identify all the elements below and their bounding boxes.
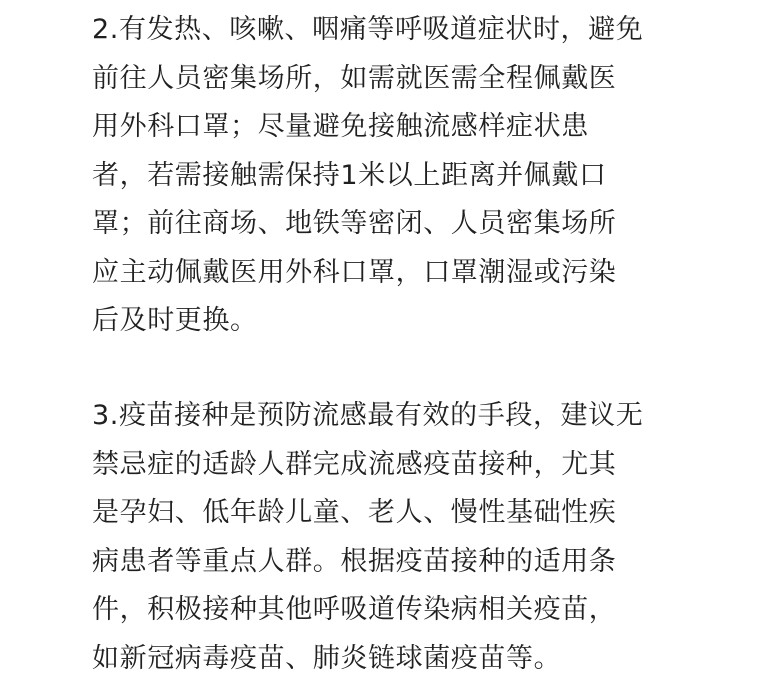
- text-line: 是孕妇、低年龄儿童、老人、慢性基础性疾: [92, 497, 617, 528]
- paragraph-vaccination-advice: [92, 392, 712, 683]
- text-line: 禁忌症的适龄人群完成流感疫苗接种，尤其: [92, 448, 617, 480]
- text-line: 前往人员密集场所，如需就医需全程佩戴医: [92, 62, 617, 94]
- text-line: 后及时更换。: [92, 305, 258, 336]
- text-line: 件，积极接种其他呼吸道传染病相关疫苗，: [92, 594, 617, 625]
- text-line: 用外科口罩；尽量避免接触流感样症状患: [92, 111, 589, 142]
- text-line: 2.有发热、咳嗽、咽痛等呼吸道症状时，避免: [92, 14, 644, 45]
- text-line: 应主动佩戴医用外科口罩，口罩潮湿或污染: [92, 256, 617, 288]
- text-line: 者，若需接触需保持1米以上距离并佩戴口: [92, 159, 607, 191]
- paragraph-respiratory-symptoms-advice: [92, 6, 712, 346]
- text-line: 如新冠病毒疫苗、肺炎链球菌疫苗等。: [92, 642, 562, 674]
- text-line: 罩；前往商场、地铁等密闭、人员密集场所: [92, 208, 617, 239]
- text-line: 病患者等重点人群。根据疫苗接种的适用条: [92, 545, 617, 577]
- text-line: 3.疫苗接种是预防流感最有效的手段，建议无: [92, 400, 644, 431]
